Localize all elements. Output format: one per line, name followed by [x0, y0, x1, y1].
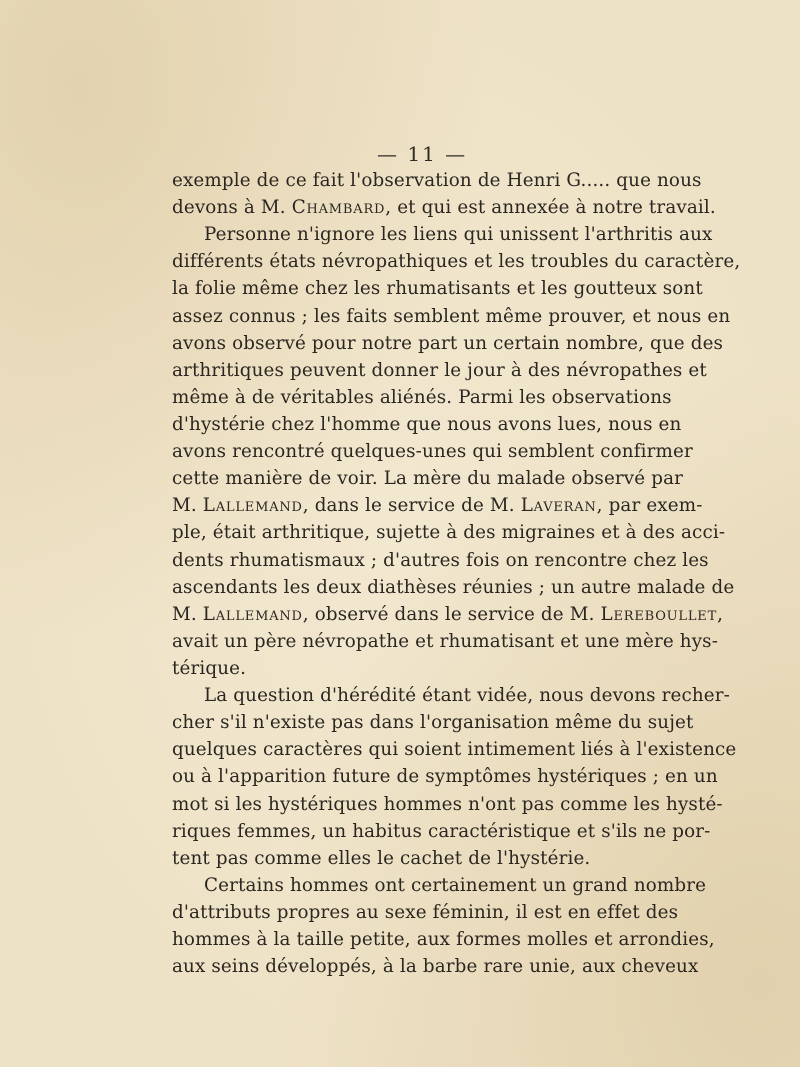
text-line: cette manière de voir. La mère du malade observé par [172, 468, 684, 490]
text-line: d'attributs propres au sexe féminin, il est en effet des [172, 901, 679, 923]
text-line: ascendants les deux diathèses réunies ; un autre malade de [172, 576, 735, 598]
author-name: Lereboullet [600, 603, 718, 625]
text-line: avons observé pour notre part un certain nombre, que des [172, 332, 724, 354]
text-line: M. Lallemand, observé dans le service de M. Lereboullet, [172, 603, 724, 625]
body-text [172, 167, 741, 980]
text-line: cher s'il n'existe pas dans l'organisation même du sujet [172, 712, 694, 734]
text-line: M. Lallemand, dans le service de M. Laveran, par exem- [172, 495, 703, 517]
text-line: arthritiques peuvent donner le jour à des névropathes et [172, 359, 707, 381]
text-line: quelques caractères qui soient intimement liés à l'existence [172, 739, 737, 761]
author-name: Lallemand [202, 603, 303, 625]
text-line: aux seins développés, à la barbe rare unie, aux cheveux [172, 956, 699, 978]
text-line: La question d'hérédité étant vidée, nous devons recher- [204, 685, 730, 707]
text-line: dents rhumatismaux ; d'autres fois on rencontre chez les [172, 549, 709, 571]
author-name: Chambard [291, 197, 386, 219]
text-line: avons rencontré quelques-unes qui semblent confirmer [172, 441, 693, 463]
text-line: assez connus ; les faits semblent même prouver, et nous en [172, 305, 731, 327]
text-line: la folie même chez les rhumatisants et les goutteux sont [172, 278, 703, 300]
text-line: térique. [172, 657, 247, 679]
text-line: d'hystérie chez l'homme que nous avons lues, nous en [172, 413, 682, 435]
page-number: — 11 — [377, 142, 468, 166]
author-name: Lallemand [202, 495, 303, 517]
text-line: mot si les hystériques hommes n'ont pas comme les hysté- [172, 793, 723, 815]
text-line: tent pas comme elles le cachet de l'hystérie. [172, 847, 591, 869]
author-name: Laveran [520, 495, 597, 517]
text-line: ple, était arthritique, sujette à des migraines et à des acci- [172, 522, 726, 544]
text-line: ou à l'apparition future de symptômes hystériques ; en un [172, 766, 718, 788]
text-line: devons à M. Chambard, et qui est annexée à notre travail. [172, 197, 716, 219]
text-line: riques femmes, un habitus caractéristique et s'ils ne por- [172, 820, 711, 842]
text-line: avait un père névropathe et rhumatisant et une mère hys- [172, 630, 719, 652]
text-line: exemple de ce fait l'observation de Henri G..... que nous [172, 170, 702, 191]
text-line: hommes à la taille petite, aux formes molles et arrondies, [172, 929, 715, 951]
text-line: même à de véritables aliénés. Parmi les observations [172, 386, 672, 408]
text-line: Personne n'ignore les liens qui unissent l'arthritis aux [204, 224, 713, 246]
text-line: Certains hommes ont certainement un grand nombre [204, 874, 707, 896]
text-line: différents états névropathiques et les troubles du caractère, [172, 251, 741, 273]
